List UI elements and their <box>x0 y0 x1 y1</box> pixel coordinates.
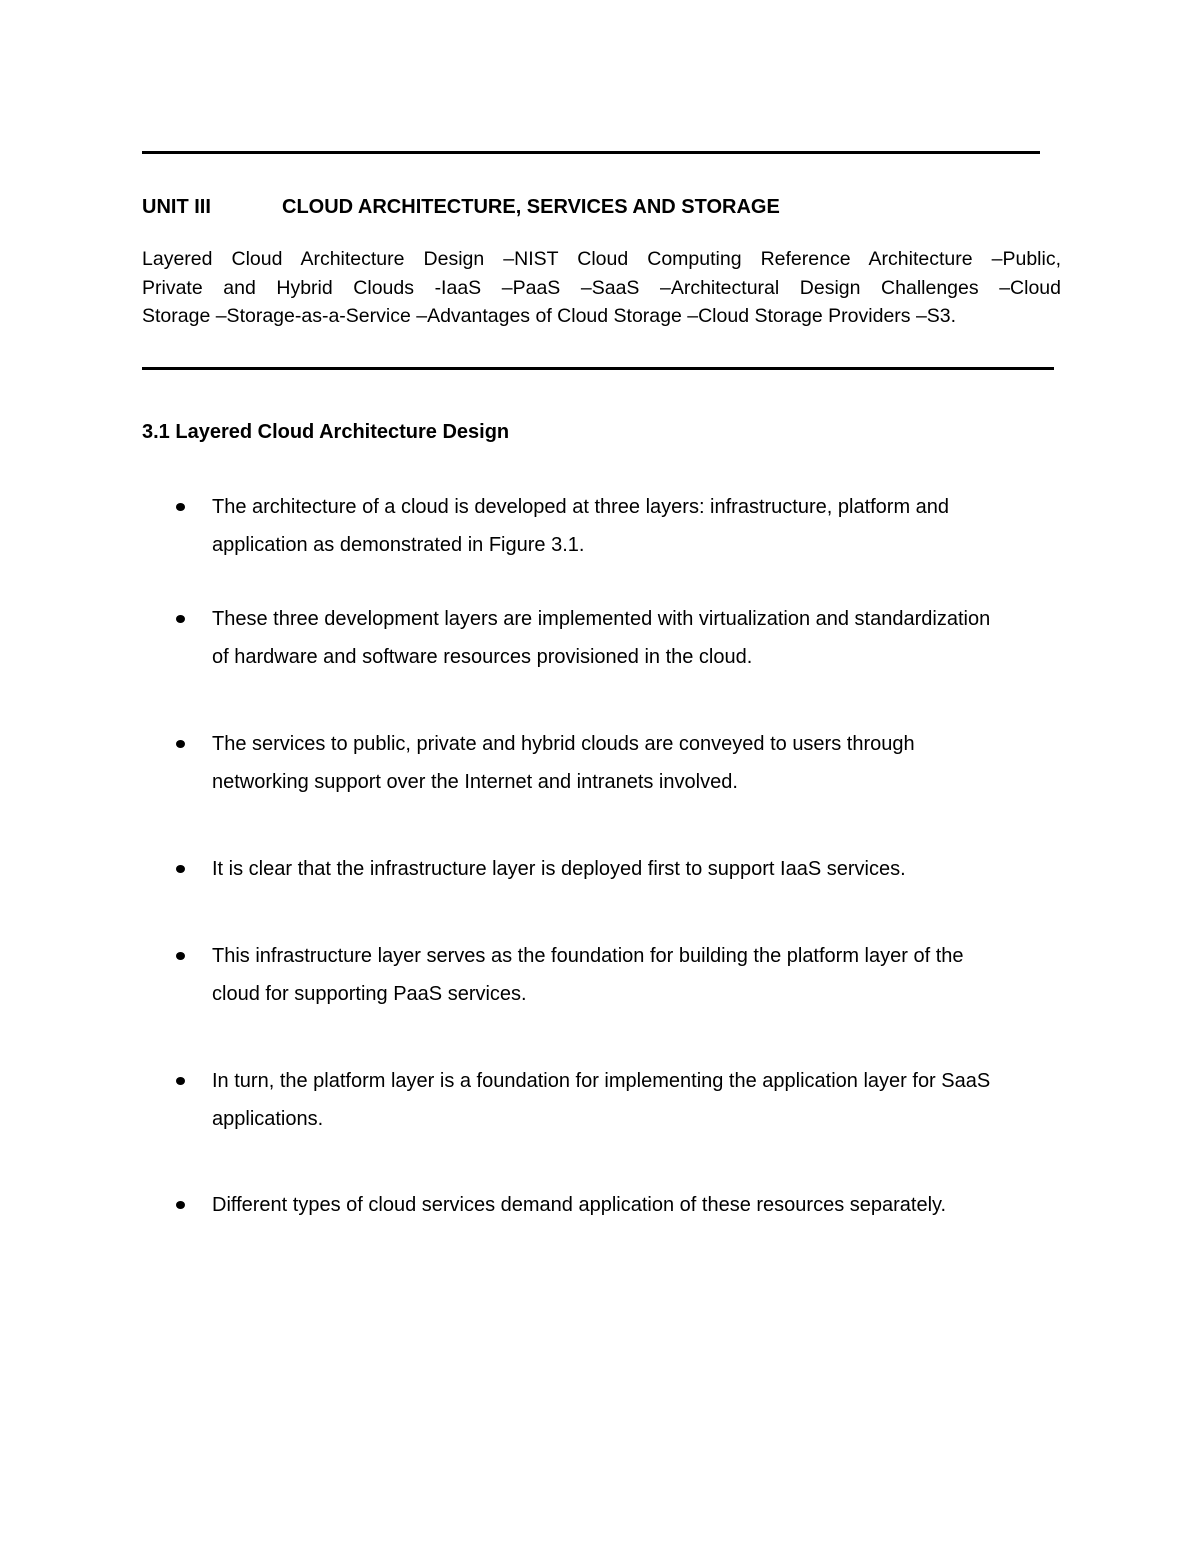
list-item <box>176 1186 1056 1224</box>
bullet-icon <box>176 1201 185 1209</box>
bullet-text-line: applications. <box>212 1108 324 1130</box>
list-item <box>176 850 1056 888</box>
bullet-text-line: Different types of cloud services demand application of these resources separately. <box>212 1194 947 1216</box>
bullet-icon <box>176 503 185 511</box>
bullet-text-line: application as demonstrated in Figure 3.1. <box>212 534 585 556</box>
section-heading: 3.1 Layered Cloud Architecture Design <box>142 421 510 443</box>
bullet-icon <box>176 952 185 960</box>
unit-heading <box>142 195 780 219</box>
bullet-text-line: The architecture of a cloud is developed at three layers: infrastructure, platform and <box>212 496 950 518</box>
bullet-icon <box>176 740 185 748</box>
syllabus-line: Storage –Storage-as-a-Service –Advantages of Cloud Storage –Cloud Storage Providers –S3. <box>142 305 957 327</box>
bullet-text-line: of hardware and software resources provisioned in the cloud. <box>212 646 753 668</box>
unit-label: UNIT III <box>142 196 211 218</box>
list-item <box>176 1062 1056 1138</box>
bottom-divider <box>142 367 1054 370</box>
bullet-text-line: This infrastructure layer serves as the foundation for building the platform layer of the <box>212 945 964 967</box>
unit-title: CLOUD ARCHITECTURE, SERVICES AND STORAGE <box>282 196 780 218</box>
bullet-icon <box>176 865 185 873</box>
syllabus-line: Layered Cloud Architecture Design –NIST Cloud Computing Reference Architecture –Public, <box>142 248 1061 270</box>
top-divider <box>142 151 1040 154</box>
syllabus-line: Private and Hybrid Clouds -IaaS –PaaS –SaaS –Architectural Design Challenges –Cloud <box>142 276 1061 299</box>
bullet-text-line: These three development layers are implemented with virtualization and standardization <box>212 608 991 630</box>
bullet-text-line: networking support over the Internet and intranets involved. <box>212 771 738 793</box>
list-item <box>176 488 1056 564</box>
bullet-text-line: The services to public, private and hybrid clouds are conveyed to users through <box>212 733 915 755</box>
bullet-text-line: It is clear that the infrastructure layer is deployed first to support IaaS services. <box>212 858 906 880</box>
list-item <box>176 937 1056 1013</box>
list-item <box>176 600 1056 676</box>
bullet-text-line: cloud for supporting PaaS services. <box>212 983 527 1005</box>
bullet-text-line: In turn, the platform layer is a foundation for implementing the application layer for SaaS <box>212 1070 991 1092</box>
list-item <box>176 725 1056 801</box>
bullet-icon <box>176 1077 185 1085</box>
syllabus-paragraph <box>142 245 1061 331</box>
bullet-icon <box>176 615 185 623</box>
